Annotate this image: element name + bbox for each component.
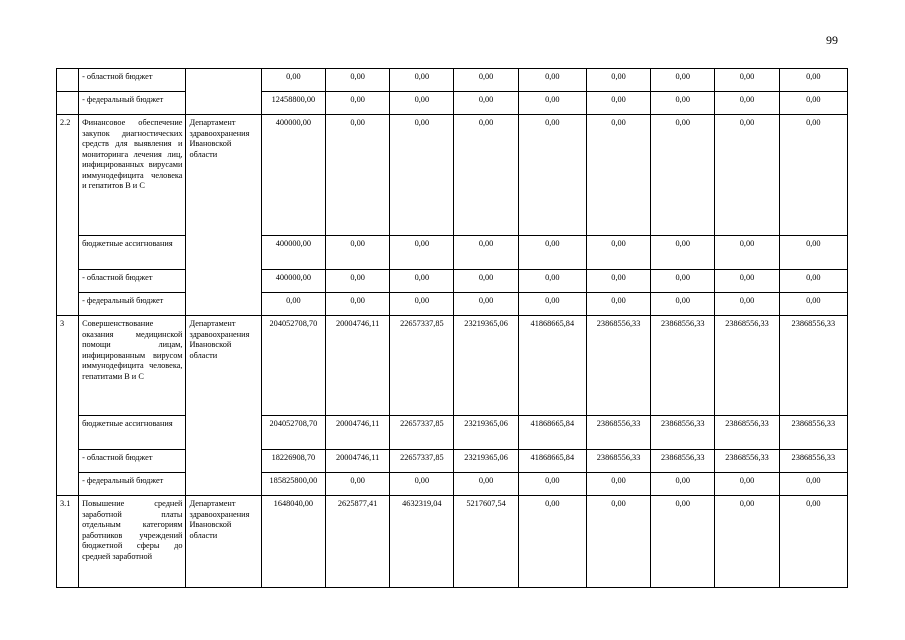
value-cell: 0,00 — [715, 69, 779, 92]
value-cell: 0,00 — [715, 270, 779, 293]
row-label-cell: бюджетные ассигнования — [79, 416, 186, 450]
value-cell: 0,00 — [454, 69, 518, 92]
value-cell: 12458800,00 — [261, 92, 325, 115]
value-cell: 185825800,00 — [261, 473, 325, 496]
value-cell: 0,00 — [715, 496, 779, 588]
row-label-cell: - федеральный бюджет — [79, 293, 186, 316]
value-cell: 0,00 — [326, 115, 390, 236]
value-cell: 18226908,70 — [261, 450, 325, 473]
value-cell: 0,00 — [518, 69, 586, 92]
value-cell: 0,00 — [454, 115, 518, 236]
value-cell: 23868556,33 — [586, 450, 650, 473]
value-cell: 204052708,70 — [261, 416, 325, 450]
value-cell: 0,00 — [454, 293, 518, 316]
value-cell: 23219365,06 — [454, 416, 518, 450]
value-cell: 0,00 — [586, 473, 650, 496]
row-label-cell: - областной бюджет — [79, 450, 186, 473]
value-cell: 0,00 — [586, 293, 650, 316]
row-label-cell: Совершенствование оказания медицинской помощи лицам, инфицированным вирусом иммунодефицита человека, гепатитами В и С — [79, 316, 186, 416]
row-label-cell: - федеральный бюджет — [79, 473, 186, 496]
executor-cell: Департамент здравоохранения Ивановской области — [186, 316, 261, 496]
value-cell: 0,00 — [586, 496, 650, 588]
value-cell: 0,00 — [715, 92, 779, 115]
value-cell: 0,00 — [390, 115, 454, 236]
value-cell: 23868556,33 — [651, 316, 715, 416]
value-cell: 0,00 — [326, 293, 390, 316]
value-cell: 0,00 — [779, 270, 847, 293]
value-cell: 0,00 — [390, 236, 454, 270]
row-index-cell: 2.2 — [57, 115, 79, 316]
value-cell: 0,00 — [454, 236, 518, 270]
value-cell: 22657337,85 — [390, 450, 454, 473]
value-cell: 0,00 — [715, 293, 779, 316]
value-cell: 0,00 — [390, 473, 454, 496]
value-cell: 23868556,33 — [715, 316, 779, 416]
value-cell: 0,00 — [651, 270, 715, 293]
value-cell: 0,00 — [326, 270, 390, 293]
value-cell: 0,00 — [651, 236, 715, 270]
executor-cell: Департамент здравоохранения Ивановской области — [186, 115, 261, 316]
value-cell: 0,00 — [518, 473, 586, 496]
value-cell: 41868665,84 — [518, 416, 586, 450]
value-cell: 0,00 — [651, 473, 715, 496]
value-cell: 0,00 — [390, 293, 454, 316]
row-label-cell: - областной бюджет — [79, 270, 186, 293]
value-cell: 0,00 — [651, 496, 715, 588]
value-cell: 1648040,00 — [261, 496, 325, 588]
value-cell: 0,00 — [326, 92, 390, 115]
value-cell: 400000,00 — [261, 236, 325, 270]
value-cell: 0,00 — [715, 473, 779, 496]
value-cell: 0,00 — [390, 69, 454, 92]
row-label-cell: Финансовое обеспечение закупок диагностических средств для выявления и мониторинга лечения лиц, инфицированных вирусами иммунодефицита человека и гепатитов В и С — [79, 115, 186, 236]
row-index-cell — [57, 92, 79, 115]
row-label-cell: - областной бюджет — [79, 69, 186, 92]
value-cell: 23868556,33 — [715, 416, 779, 450]
value-cell: 23219365,06 — [454, 316, 518, 416]
value-cell: 5217607,54 — [454, 496, 518, 588]
row-label-cell: Повышение средней заработной платы отдельным категориям работников учреждений бюджетной сферы до средней заработной — [79, 496, 186, 588]
row-label-cell: - федеральный бюджет — [79, 92, 186, 115]
value-cell: 0,00 — [518, 115, 586, 236]
value-cell: 23868556,33 — [715, 450, 779, 473]
page-number: 99 — [826, 33, 838, 47]
value-cell: 0,00 — [779, 69, 847, 92]
value-cell: 0,00 — [779, 92, 847, 115]
value-cell: 0,00 — [779, 236, 847, 270]
row-label-cell: бюджетные ассигнования — [79, 236, 186, 270]
row-index-cell: 3.1 — [57, 496, 79, 588]
value-cell: 0,00 — [326, 473, 390, 496]
value-cell: 0,00 — [390, 270, 454, 293]
value-cell: 23868556,33 — [651, 450, 715, 473]
value-cell: 204052708,70 — [261, 316, 325, 416]
value-cell: 0,00 — [518, 236, 586, 270]
value-cell: 0,00 — [586, 236, 650, 270]
table-row — [57, 450, 848, 473]
value-cell: 0,00 — [779, 496, 847, 588]
table-row — [57, 92, 848, 115]
value-cell: 23868556,33 — [779, 316, 847, 416]
value-cell: 22657337,85 — [390, 316, 454, 416]
table-row — [57, 293, 848, 316]
value-cell: 23868556,33 — [651, 416, 715, 450]
value-cell: 23219365,06 — [454, 450, 518, 473]
value-cell: 0,00 — [779, 293, 847, 316]
value-cell: 0,00 — [586, 115, 650, 236]
value-cell: 0,00 — [651, 115, 715, 236]
table-row — [57, 473, 848, 496]
row-index-cell: 3 — [57, 316, 79, 496]
value-cell: 0,00 — [390, 92, 454, 115]
executor-cell: Департамент здравоохранения Ивановской области — [186, 496, 261, 588]
value-cell: 4632319,04 — [390, 496, 454, 588]
value-cell: 23868556,33 — [779, 450, 847, 473]
value-cell: 0,00 — [651, 69, 715, 92]
table-row — [57, 496, 848, 588]
value-cell: 400000,00 — [261, 115, 325, 236]
value-cell: 0,00 — [651, 92, 715, 115]
value-cell: 0,00 — [586, 69, 650, 92]
value-cell: 0,00 — [454, 473, 518, 496]
table-row — [57, 416, 848, 450]
value-cell: 0,00 — [779, 115, 847, 236]
value-cell: 0,00 — [586, 92, 650, 115]
row-index-cell — [57, 69, 79, 92]
value-cell: 0,00 — [518, 496, 586, 588]
table-row — [57, 270, 848, 293]
value-cell: 23868556,33 — [586, 416, 650, 450]
value-cell: 0,00 — [454, 270, 518, 293]
value-cell: 0,00 — [518, 293, 586, 316]
value-cell: 23868556,33 — [586, 316, 650, 416]
value-cell: 0,00 — [715, 236, 779, 270]
value-cell: 22657337,85 — [390, 416, 454, 450]
value-cell: 0,00 — [651, 293, 715, 316]
table-row — [57, 236, 848, 270]
value-cell: 2625877,41 — [326, 496, 390, 588]
value-cell: 0,00 — [586, 270, 650, 293]
value-cell: 23868556,33 — [779, 416, 847, 450]
value-cell: 0,00 — [326, 236, 390, 270]
table-row — [57, 115, 848, 236]
value-cell: 0,00 — [715, 115, 779, 236]
value-cell: 20004746,11 — [326, 450, 390, 473]
value-cell: 0,00 — [326, 69, 390, 92]
value-cell: 41868665,84 — [518, 450, 586, 473]
value-cell: 41868665,84 — [518, 316, 586, 416]
value-cell: 20004746,11 — [326, 316, 390, 416]
executor-cell — [186, 69, 261, 115]
table-row — [57, 69, 848, 92]
value-cell: 0,00 — [261, 293, 325, 316]
value-cell: 20004746,11 — [326, 416, 390, 450]
value-cell: 0,00 — [518, 270, 586, 293]
value-cell: 0,00 — [779, 473, 847, 496]
budget-table — [56, 68, 848, 588]
value-cell: 0,00 — [454, 92, 518, 115]
value-cell: 0,00 — [518, 92, 586, 115]
value-cell: 0,00 — [261, 69, 325, 92]
table-row — [57, 316, 848, 416]
value-cell: 400000,00 — [261, 270, 325, 293]
